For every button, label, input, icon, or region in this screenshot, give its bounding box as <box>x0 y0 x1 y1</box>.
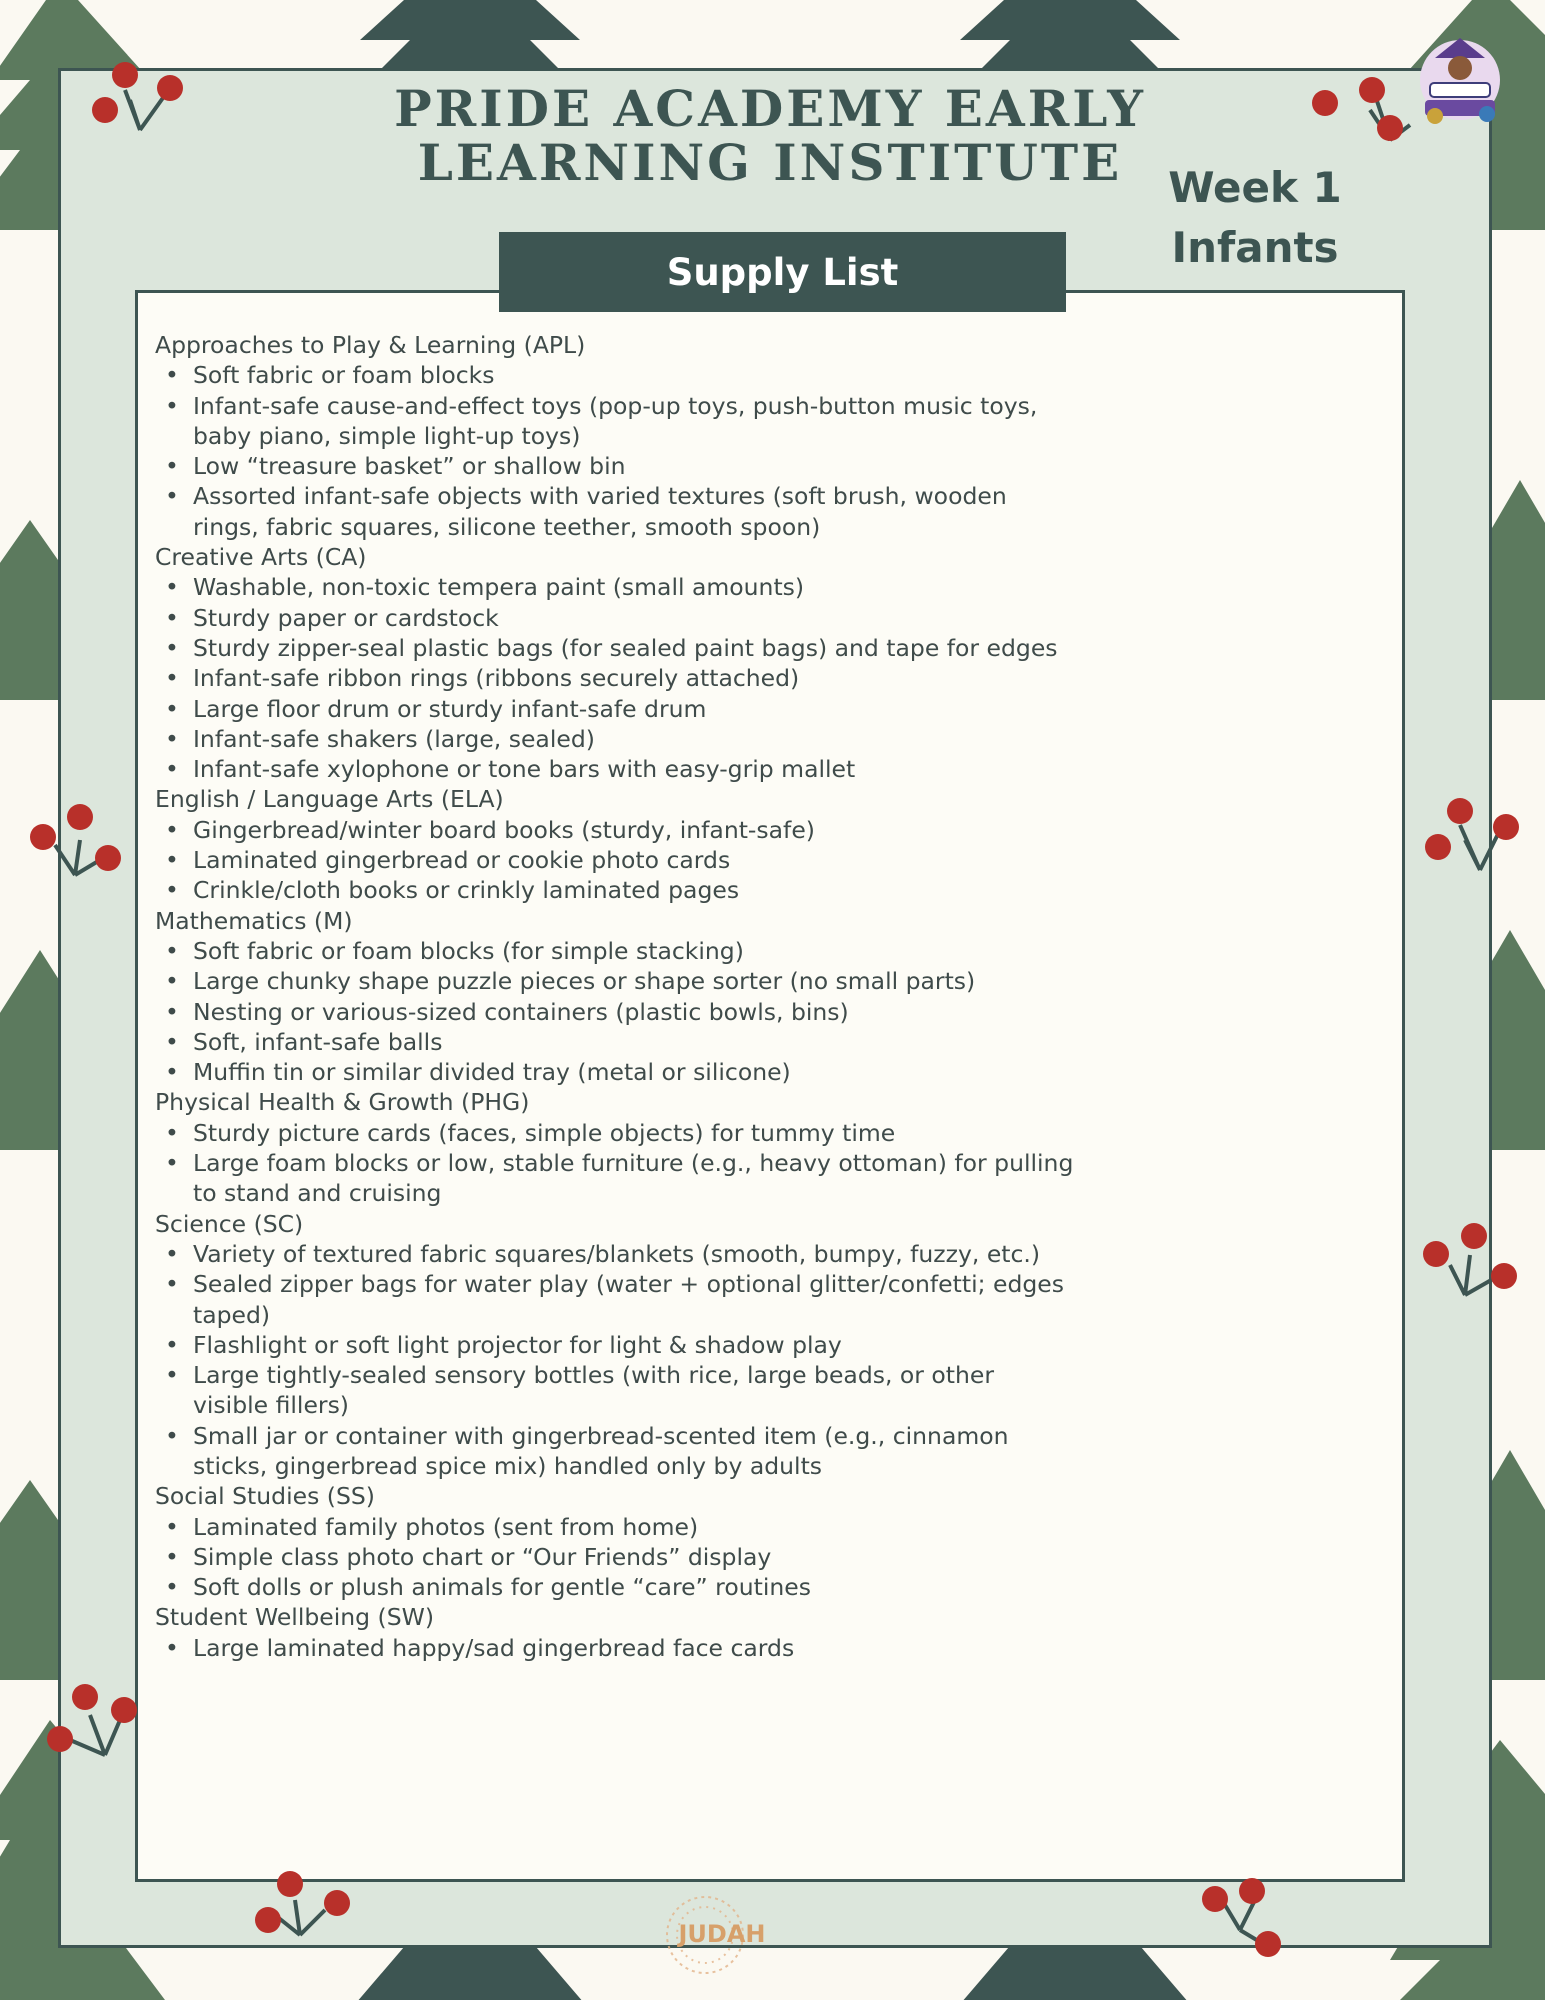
category-apl <box>155 330 1075 542</box>
supply-list-banner <box>499 232 1066 312</box>
category-heading: Mathematics (M) <box>155 906 353 935</box>
category-heading: Physical Health & Growth (PHG) <box>155 1088 530 1117</box>
list-item: • Infant-safe shakers (large, sealed) <box>155 724 1075 754</box>
list-item: • Large laminated happy/sad gingerbread face cards <box>155 1633 1075 1663</box>
list-item: • Large floor drum or sturdy infant-safe drum <box>155 694 1075 724</box>
item-list <box>155 1512 1075 1603</box>
item-list <box>155 1633 1075 1663</box>
item-list <box>155 1118 1075 1209</box>
berry-icon <box>112 62 138 88</box>
item-list <box>155 572 1075 784</box>
category-sc <box>155 1209 1075 1482</box>
list-item: • Sturdy paper or cardstock <box>155 603 1075 633</box>
age-group: Infants <box>1171 223 1339 272</box>
list-item: • Sturdy zipper-seal plastic bags (for sealed paint bags) and tape for edges <box>155 633 1075 663</box>
list-item: • Soft dolls or plush animals for gentle “care” routines <box>155 1572 1075 1602</box>
list-item: • Large chunky shape puzzle pieces or shape sorter (no small parts) <box>155 966 1075 996</box>
list-item: • Sealed zipper bags for water play (water + optional glitter/confetti; edges taped) <box>155 1269 1075 1330</box>
banner-label: Supply List <box>666 250 899 294</box>
list-item: • Variety of textured fabric squares/blankets (smooth, bumpy, fuzzy, etc.) <box>155 1239 1075 1269</box>
category-heading: Science (SC) <box>155 1209 304 1238</box>
list-item: • Large tightly-sealed sensory bottles (with rice, large beads, or other visible fillers) <box>155 1360 1075 1421</box>
list-item: • Low “treasure basket” or shallow bin <box>155 451 1075 481</box>
category-heading: English / Language Arts (ELA) <box>155 785 504 814</box>
title-line-2: LEARNING INSTITUTE <box>417 133 1123 192</box>
list-item: • Gingerbread/winter board books (sturdy, infant-safe) <box>155 815 1075 845</box>
week-number: Week 1 <box>1168 163 1342 212</box>
title-line-1: PRIDE ACADEMY EARLY <box>394 79 1146 138</box>
item-list <box>155 936 1075 1087</box>
category-phg <box>155 1087 1075 1208</box>
list-item: • Muffin tin or similar divided tray (metal or silicone) <box>155 1057 1075 1087</box>
list-item: • Infant-safe ribbon rings (ribbons securely attached) <box>155 663 1075 693</box>
list-item: • Laminated family photos (sent from home) <box>155 1512 1075 1542</box>
list-item: • Soft, infant-safe balls <box>155 1027 1075 1057</box>
judah-footer-logo <box>650 1880 780 1990</box>
pride-academy-badge-logo <box>1405 28 1515 133</box>
list-item: • Soft fabric or foam blocks (for simple stacking) <box>155 936 1075 966</box>
category-ss <box>155 1481 1075 1602</box>
category-heading: Approaches to Play & Learning (APL) <box>155 331 586 359</box>
category-heading: Creative Arts (CA) <box>155 543 367 572</box>
page-title <box>360 79 1180 192</box>
list-item: • Flashlight or soft light projector for light & shadow play <box>155 1330 1075 1360</box>
list-item: • Assorted infant-safe objects with varied textures (soft brush, wooden rings, fabric squares, silicone teether, smooth spoon) <box>155 481 1075 542</box>
list-item: • Large foam blocks or low, stable furniture (e.g., heavy ottoman) for pulling to stand and cruising <box>155 1148 1075 1209</box>
category-ca <box>155 542 1075 784</box>
category-m <box>155 906 1075 1088</box>
category-heading: Social Studies (SS) <box>155 1482 375 1511</box>
item-list <box>155 1239 1075 1481</box>
category-heading: Student Wellbeing (SW) <box>155 1603 435 1632</box>
list-item: • Simple class photo chart or “Our Friends” display <box>155 1542 1075 1572</box>
supply-list <box>155 330 1075 1663</box>
item-list <box>155 360 1075 542</box>
category-ela <box>155 784 1075 905</box>
category-sw <box>155 1602 1075 1663</box>
list-item: • Laminated gingerbread or cookie photo cards <box>155 845 1075 875</box>
list-item: • Infant-safe cause-and-effect toys (pop-up toys, push-button music toys, baby piano, simple light-up toys) <box>155 391 1075 452</box>
week-label-block <box>1150 158 1360 278</box>
list-item: • Nesting or various-sized containers (plastic bowls, bins) <box>155 997 1075 1027</box>
list-item: • Sturdy picture cards (faces, simple objects) for tummy time <box>155 1118 1075 1148</box>
list-item: • Small jar or container with gingerbread-scented item (e.g., cinnamon sticks, gingerbread spice mix) handled only by adults <box>155 1421 1075 1482</box>
list-item: • Washable, non-toxic tempera paint (small amounts) <box>155 572 1075 602</box>
svg-text:JUDAH: JUDAH <box>678 1920 766 1948</box>
list-item: • Crinkle/cloth books or crinkly laminated pages <box>155 875 1075 905</box>
item-list <box>155 815 1075 906</box>
list-item: • Infant-safe xylophone or tone bars with easy-grip mallet <box>155 754 1075 784</box>
list-item: • Soft fabric or foam blocks <box>155 360 1075 390</box>
